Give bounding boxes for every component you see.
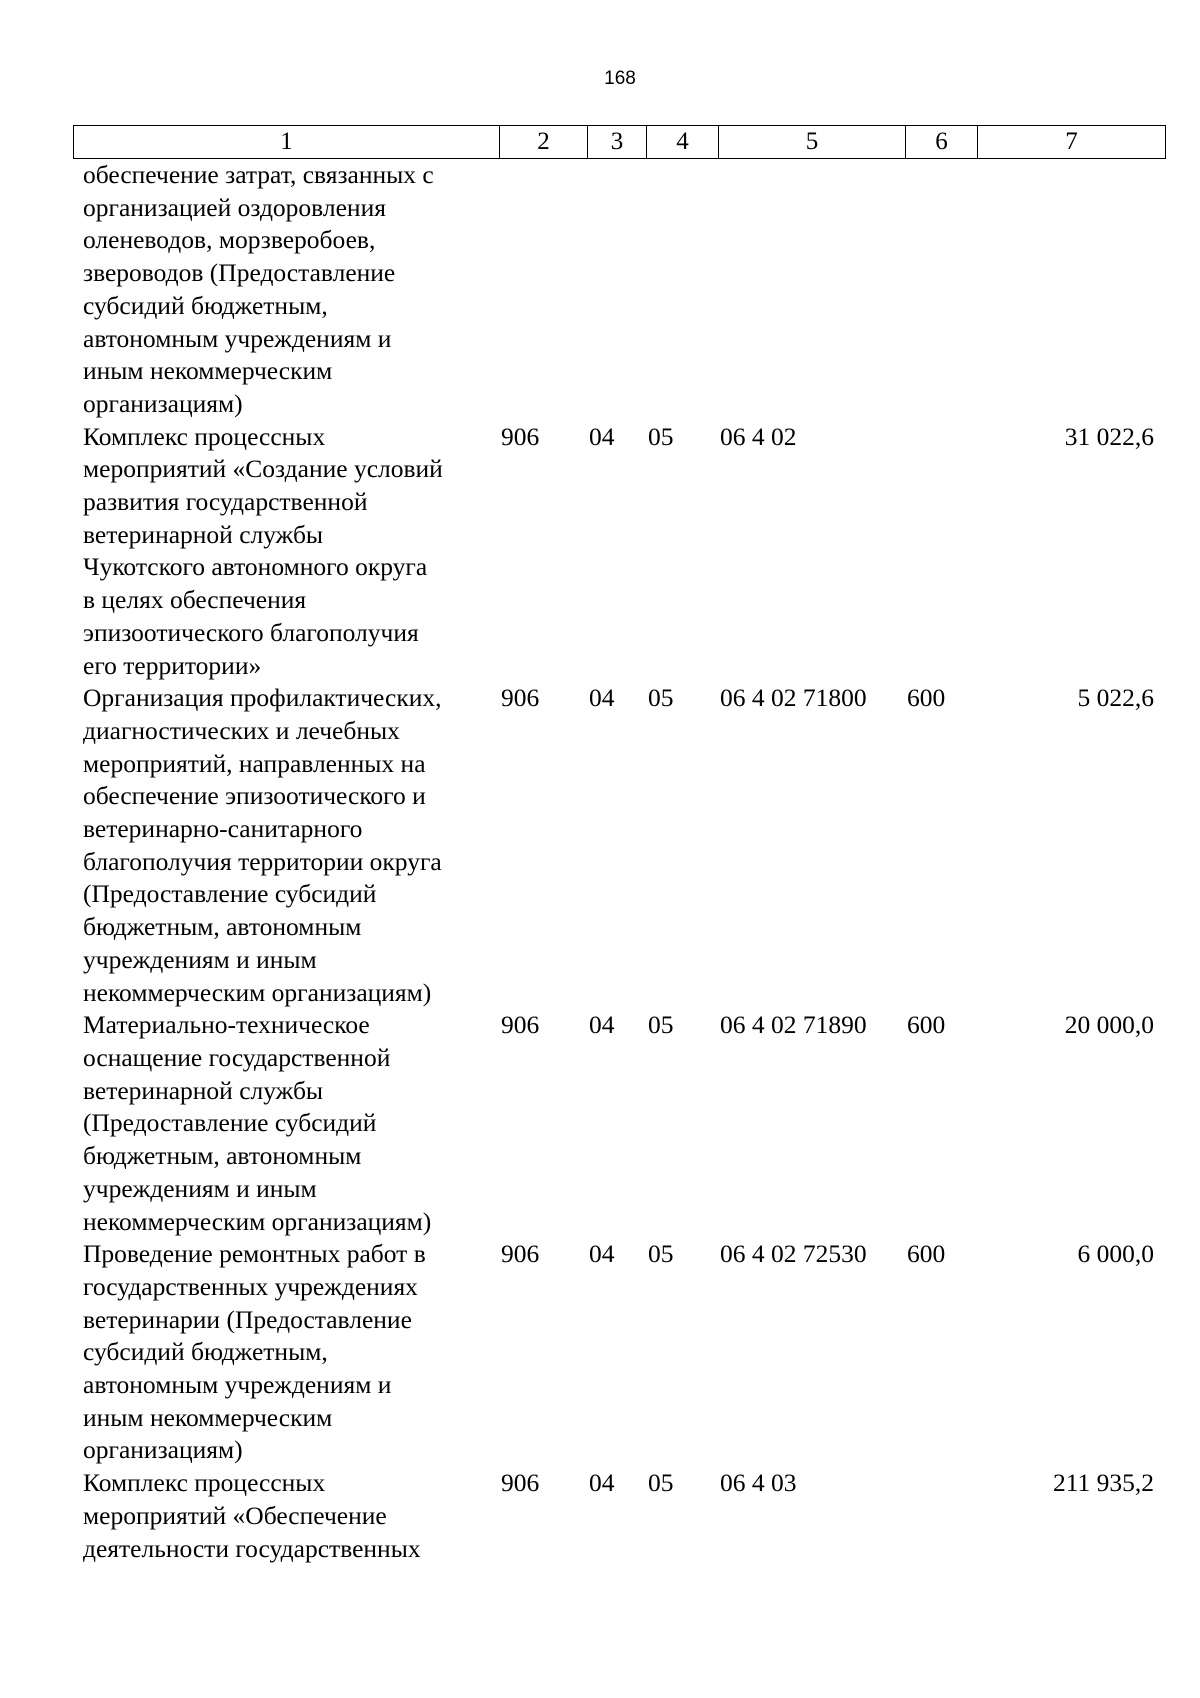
cell-name bbox=[73, 1009, 501, 1238]
cell-c6: 600 bbox=[907, 683, 946, 713]
cell-name-line: иным некоммерческим bbox=[83, 1402, 333, 1432]
cell-name bbox=[73, 159, 501, 421]
cell-name bbox=[73, 421, 501, 683]
cell-name-line: Проведение ремонтных работ в bbox=[83, 1239, 426, 1269]
cell-name-line: (Предоставление субсидий bbox=[83, 879, 377, 909]
cell-c2: 906 bbox=[501, 421, 540, 451]
header-col-6: 6 bbox=[906, 126, 978, 158]
cell-name-line: автономным учреждениям и bbox=[83, 1370, 392, 1400]
cell-c7: 5 022,6 bbox=[1077, 683, 1154, 713]
cell-name-line: некоммерческим организациям) bbox=[83, 1206, 432, 1236]
header-col-1: 1 bbox=[74, 126, 500, 158]
cell-name-line: автономным учреждениям и bbox=[83, 323, 392, 353]
cell-name-line: звероводов (Предоставление bbox=[83, 258, 396, 288]
table-header bbox=[73, 125, 1166, 159]
table-row bbox=[73, 1238, 1166, 1467]
header-col-5: 5 bbox=[719, 126, 906, 158]
cell-name-line: Организация профилактических, bbox=[83, 683, 442, 713]
cell-name-line: диагностических и лечебных bbox=[83, 715, 400, 745]
cell-name-line: оленеводов, морзверобоев, bbox=[83, 225, 376, 255]
cell-c7: 31 022,6 bbox=[1064, 421, 1154, 451]
cell-c4: 05 bbox=[648, 1010, 674, 1040]
table-body bbox=[73, 159, 1166, 1565]
cell-c4: 05 bbox=[648, 1468, 674, 1498]
cell-name-line: оснащение государственной bbox=[83, 1042, 391, 1072]
header-col-2: 2 bbox=[500, 126, 588, 158]
cell-name-line: ветеринарно-санитарного bbox=[83, 814, 363, 844]
cell-c4: 05 bbox=[648, 421, 674, 451]
table-row bbox=[73, 1467, 1166, 1565]
cell-name-line: ветеринарии (Предоставление bbox=[83, 1304, 412, 1334]
cell-c2: 906 bbox=[501, 1239, 540, 1269]
cell-name bbox=[73, 682, 501, 1009]
cell-c7 bbox=[979, 159, 1166, 421]
cell-c4 bbox=[648, 159, 720, 421]
cell-name-line: развития государственной bbox=[83, 487, 368, 517]
cell-c7: 6 000,0 bbox=[1077, 1239, 1154, 1269]
cell-name-line: (Предоставление субсидий bbox=[83, 1108, 377, 1138]
cell-c6 bbox=[907, 421, 979, 683]
cell-c5: 06 4 02 72530 bbox=[720, 1239, 867, 1269]
cell-c3: 04 bbox=[589, 1239, 615, 1269]
cell-name-line: субсидий бюджетным, bbox=[83, 1337, 328, 1367]
cell-c5: 06 4 02 bbox=[720, 421, 797, 451]
cell-name-line: деятельности государственных bbox=[83, 1533, 421, 1563]
cell-name-line: бюджетным, автономным bbox=[83, 1141, 362, 1171]
cell-c4: 05 bbox=[648, 1239, 674, 1269]
cell-c3: 04 bbox=[589, 1468, 615, 1498]
cell-name-line: ветеринарной службы bbox=[83, 519, 324, 549]
cell-name-line: субсидий бюджетным, bbox=[83, 290, 328, 320]
cell-name-line: мероприятий «Создание условий bbox=[83, 454, 443, 484]
table-row bbox=[73, 682, 1166, 1009]
cell-c3: 04 bbox=[589, 683, 615, 713]
cell-name-line: обеспечение затрат, связанных с bbox=[83, 160, 434, 189]
header-col-7: 7 bbox=[1065, 128, 1078, 155]
cell-name-line: его территории» bbox=[83, 650, 262, 680]
cell-name bbox=[73, 1238, 501, 1467]
cell-name-line: Чукотского автономного округа bbox=[83, 552, 428, 582]
cell-name-line: обеспечение эпизоотического и bbox=[83, 781, 426, 811]
page-number: 168 bbox=[604, 68, 636, 89]
table-row bbox=[73, 159, 1166, 421]
cell-name-line: Комплекс процессных bbox=[83, 1468, 326, 1498]
cell-c7: 20 000,0 bbox=[1064, 1010, 1154, 1040]
cell-name-line: эпизоотического благополучия bbox=[83, 617, 419, 647]
table-row bbox=[73, 421, 1166, 683]
cell-c7: 211 935,2 bbox=[1052, 1468, 1154, 1498]
cell-c2 bbox=[501, 159, 589, 421]
cell-name-line: государственных учреждениях bbox=[83, 1271, 418, 1301]
cell-name-line: некоммерческим организациям) bbox=[83, 977, 432, 1007]
cell-c6 bbox=[907, 159, 979, 421]
header-col-4: 4 bbox=[647, 126, 719, 158]
cell-name-line: Материально-техническое bbox=[83, 1010, 370, 1040]
cell-c3: 04 bbox=[589, 1010, 615, 1040]
cell-c6 bbox=[907, 1467, 979, 1565]
cell-name-line: иным некоммерческим bbox=[83, 356, 333, 386]
cell-c2: 906 bbox=[501, 1468, 540, 1498]
cell-name-line: учреждениям и иным bbox=[83, 1173, 317, 1203]
cell-c5 bbox=[720, 159, 907, 421]
cell-name-line: ветеринарной службы bbox=[83, 1075, 324, 1105]
cell-name-line: организациям) bbox=[83, 388, 243, 418]
cell-c4: 05 bbox=[648, 683, 674, 713]
cell-name-line: мероприятий «Обеспечение bbox=[83, 1500, 387, 1530]
cell-name-line: мероприятий, направленных на bbox=[83, 748, 426, 778]
cell-name-line: в целях обеспечения bbox=[83, 585, 307, 615]
cell-name-line: организацией оздоровления bbox=[83, 192, 386, 222]
cell-c6: 600 bbox=[907, 1239, 946, 1269]
cell-c5: 06 4 03 bbox=[720, 1468, 797, 1498]
cell-c6: 600 bbox=[907, 1010, 946, 1040]
cell-c2: 906 bbox=[501, 1010, 540, 1040]
cell-name-line: благополучия территории округа bbox=[83, 846, 442, 876]
cell-c3 bbox=[589, 159, 648, 421]
cell-name-line: Комплекс процессных bbox=[83, 421, 326, 451]
cell-name-line: бюджетным, автономным bbox=[83, 912, 362, 942]
cell-name-line: учреждениям и иным bbox=[83, 944, 317, 974]
table-row bbox=[73, 1009, 1166, 1238]
cell-name-line: организациям) bbox=[83, 1435, 243, 1465]
cell-c5: 06 4 02 71890 bbox=[720, 1010, 867, 1040]
cell-c5: 06 4 02 71800 bbox=[720, 683, 867, 713]
cell-c2: 906 bbox=[501, 683, 540, 713]
header-col-3: 3 bbox=[588, 126, 647, 158]
cell-c3: 04 bbox=[589, 421, 615, 451]
cell-name bbox=[73, 1467, 501, 1565]
